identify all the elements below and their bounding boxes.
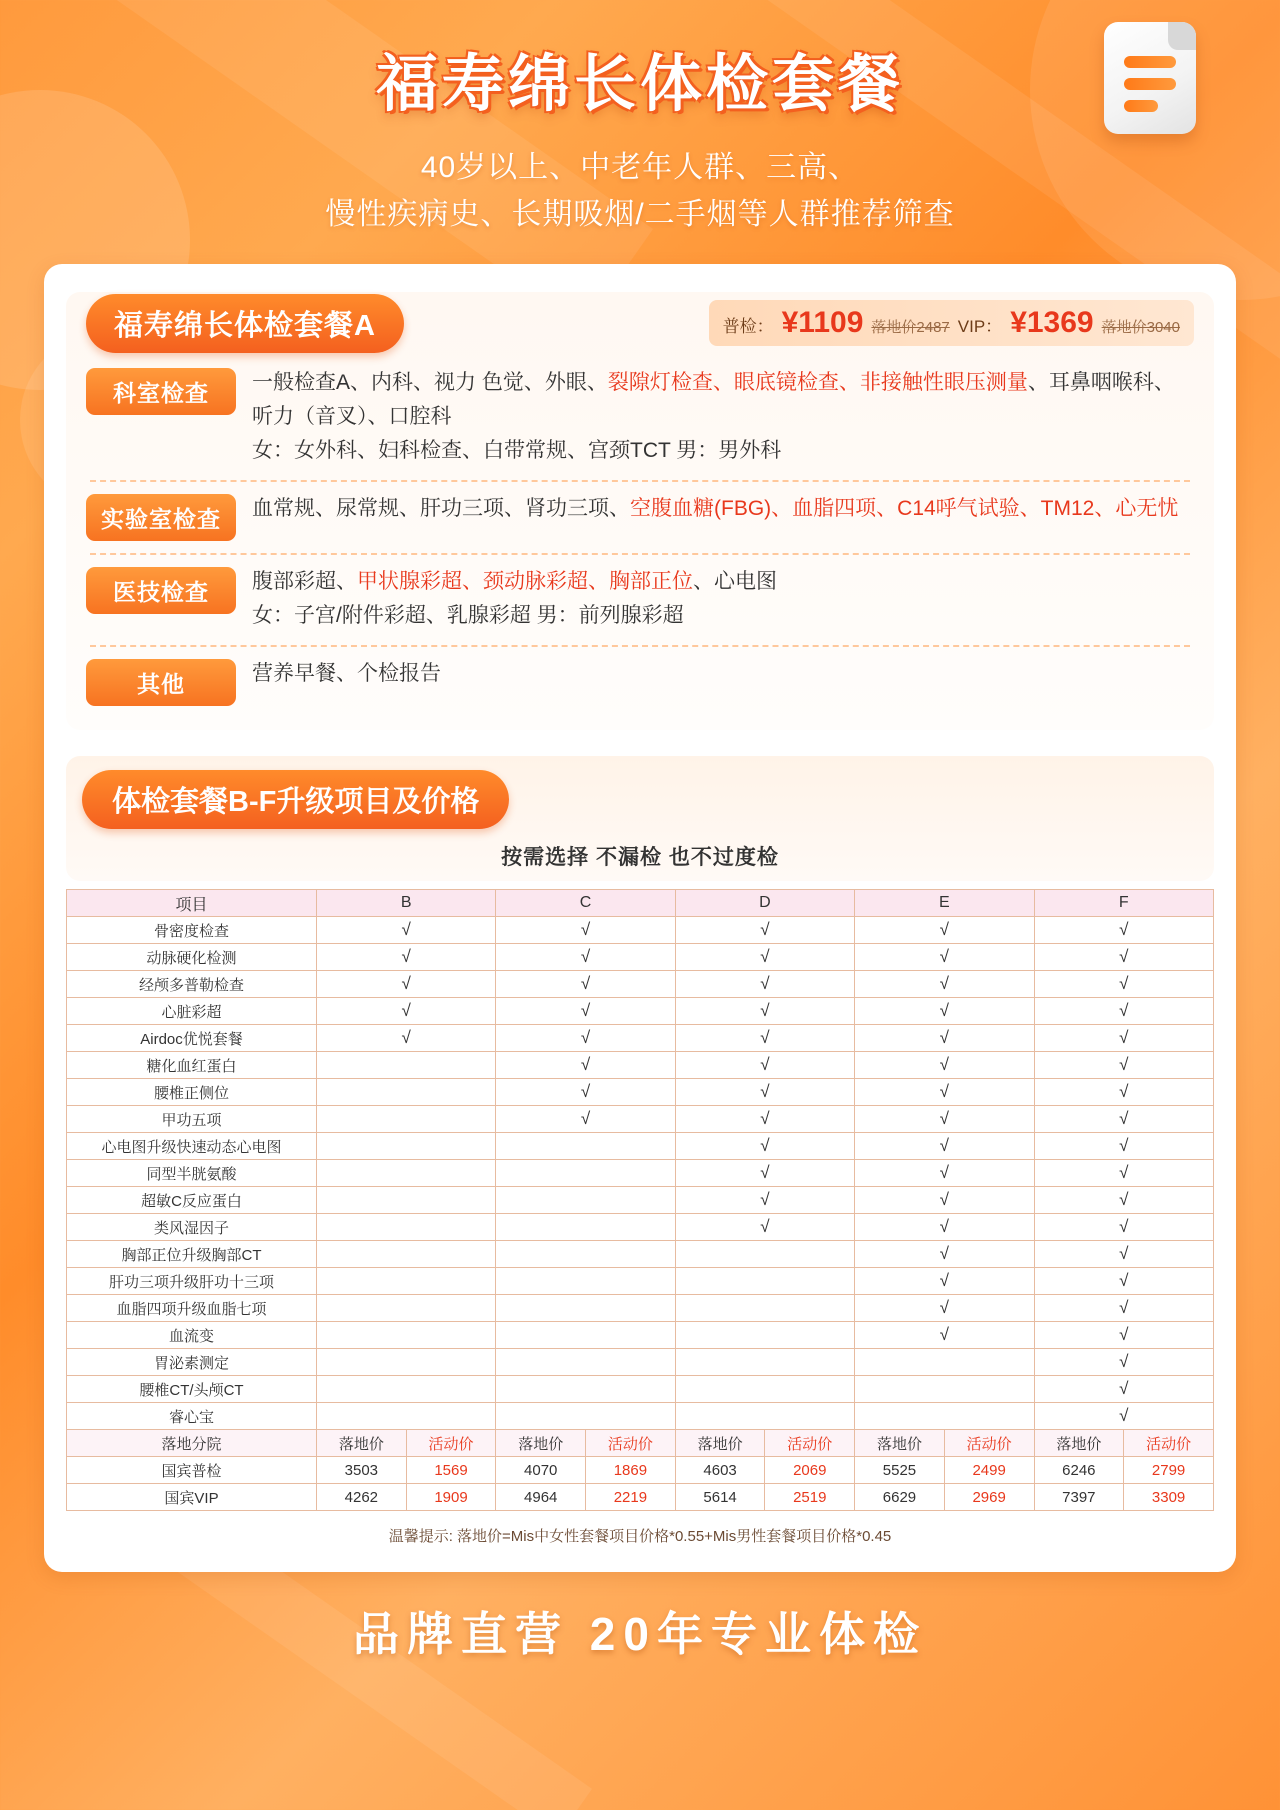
table-row: [67, 1079, 1214, 1106]
check-cell: [1034, 1160, 1214, 1187]
check-icon: √: [760, 1190, 770, 1210]
empty-cell: [317, 1322, 496, 1349]
package-row-items: [252, 492, 1194, 526]
check-cell: [675, 1079, 854, 1106]
package-a-header: [66, 292, 1214, 354]
check-icon: √: [1119, 1055, 1129, 1075]
check-icon: √: [580, 1055, 591, 1075]
check-cell: [496, 1025, 675, 1052]
check-cell: [855, 1268, 1034, 1295]
check-icon: √: [939, 1217, 949, 1237]
check-icon: √: [1119, 1082, 1129, 1102]
price-landing-value: 6629: [855, 1484, 945, 1511]
plain-text: 、心电图: [693, 570, 777, 594]
check-cell: [855, 1214, 1034, 1241]
empty-cell: [496, 1241, 675, 1268]
row-item-label: 骨密度检查: [67, 917, 317, 944]
check-cell: [855, 1322, 1034, 1349]
table-row: [67, 998, 1214, 1025]
check-icon: √: [760, 1136, 770, 1156]
check-icon: √: [939, 1001, 949, 1021]
check-icon: √: [1119, 1001, 1129, 1021]
check-cell: [317, 971, 496, 998]
empty-cell: [317, 1160, 496, 1187]
check-cell: [675, 1106, 854, 1133]
package-row-body: [252, 366, 1194, 468]
check-icon: √: [580, 1001, 591, 1021]
plain-text: 、耳鼻咽喉科、听力（音叉）、口腔科: [252, 371, 1175, 429]
check-icon: √: [1119, 1217, 1129, 1237]
price-header-promo: 活动价: [944, 1430, 1034, 1457]
table-row: [67, 1349, 1214, 1376]
empty-cell: [675, 1349, 854, 1376]
empty-cell: [317, 1403, 496, 1430]
check-cell: [1034, 1322, 1214, 1349]
table-header-row: [67, 890, 1214, 917]
document-icon-fold: [1168, 22, 1196, 50]
row-item-label: 心电图升级快速动态心电图: [67, 1133, 317, 1160]
check-cell: [1034, 1295, 1214, 1322]
check-icon: √: [401, 920, 411, 940]
check-icon: √: [760, 947, 770, 967]
price-header-promo: 活动价: [586, 1430, 676, 1457]
check-icon: √: [939, 1325, 949, 1345]
check-icon: √: [760, 1163, 770, 1183]
check-icon: √: [1119, 974, 1129, 994]
poster-footer: [0, 1598, 1280, 1664]
poster-header: [0, 0, 1280, 238]
price-promo-value: 2799: [1124, 1457, 1214, 1484]
page-title: 福寿绵长体检套餐: [375, 50, 904, 119]
check-cell: [1034, 1025, 1214, 1052]
check-cell: [855, 1187, 1034, 1214]
check-cell: [1034, 1349, 1214, 1376]
price-promo-value: 2969: [944, 1484, 1034, 1511]
check-cell: [1034, 1403, 1214, 1430]
check-cell: [1034, 1052, 1214, 1079]
price-landing-value: 4070: [496, 1457, 586, 1484]
check-cell: [496, 971, 675, 998]
package-a-rows: [66, 354, 1214, 714]
check-icon: √: [1119, 1028, 1129, 1048]
package-a-section: [66, 292, 1214, 730]
price-normal-strike: 落地价2487: [871, 319, 950, 336]
empty-cell: [317, 1376, 496, 1403]
check-cell: [1034, 944, 1214, 971]
check-cell: [855, 1025, 1034, 1052]
package-row: [86, 555, 1194, 641]
column-header-d: D: [675, 890, 854, 917]
package-row: [86, 647, 1194, 714]
check-icon: √: [760, 1109, 770, 1129]
price-landing-value: 5525: [855, 1457, 945, 1484]
check-cell: [855, 1133, 1034, 1160]
package-row: [86, 356, 1194, 476]
price-promo-value: 2219: [586, 1484, 676, 1511]
check-icon: √: [1119, 1190, 1129, 1210]
package-row-items: [252, 657, 1194, 691]
row-item-label: 经颅多普勒检查: [67, 971, 317, 998]
price-header-landing: 落地价: [855, 1430, 945, 1457]
check-cell: [855, 1079, 1034, 1106]
check-icon: √: [939, 1055, 949, 1075]
check-cell: [496, 1052, 675, 1079]
row-item-label: 睿心宝: [67, 1403, 317, 1430]
price-header-promo: 活动价: [1124, 1430, 1214, 1457]
price-promo-value: 1909: [406, 1484, 496, 1511]
empty-cell: [855, 1349, 1034, 1376]
empty-cell: [496, 1349, 675, 1376]
column-header-e: E: [855, 890, 1034, 917]
check-icon: √: [939, 1271, 949, 1291]
price-row-label: 国宾普检: [67, 1457, 317, 1484]
empty-cell: [317, 1187, 496, 1214]
plain-text: 腹部彩超、: [252, 570, 357, 594]
check-cell: [1034, 1133, 1214, 1160]
check-cell: [1034, 998, 1214, 1025]
price-header-row: [67, 1430, 1214, 1457]
price-landing-value: 7397: [1034, 1484, 1124, 1511]
check-icon: √: [760, 974, 770, 994]
empty-cell: [317, 1052, 496, 1079]
package-row-gender-items: 女：女外科、妇科检查、白带常规、宫颈TCT 男：男外科: [252, 439, 782, 463]
price-vip-value: ¥1369: [1010, 306, 1094, 339]
check-cell: [675, 917, 854, 944]
empty-cell: [317, 1106, 496, 1133]
row-item-label: 动脉硬化检测: [67, 944, 317, 971]
column-header-c: C: [496, 890, 675, 917]
check-cell: [675, 971, 854, 998]
price-vip-strike: 落地价3040: [1101, 319, 1180, 336]
table-row: [67, 1214, 1214, 1241]
empty-cell: [855, 1403, 1034, 1430]
plain-text: 一般检查A、内科、视力 色觉、外眼、: [252, 371, 608, 394]
check-cell: [1034, 1241, 1214, 1268]
column-header-item: 项目: [67, 890, 317, 917]
table-row: [67, 1295, 1214, 1322]
check-cell: [317, 1025, 496, 1052]
column-header-b: B: [317, 890, 496, 917]
package-row-items: [252, 366, 1194, 434]
check-icon: √: [580, 1109, 591, 1129]
table-row: [67, 1241, 1214, 1268]
table-row: [67, 1106, 1214, 1133]
check-icon: √: [580, 974, 591, 994]
price-header-landing: 落地价: [496, 1430, 586, 1457]
empty-cell: [317, 1349, 496, 1376]
package-row-tag: 实验室检查: [86, 494, 236, 541]
table-row: [67, 1322, 1214, 1349]
check-cell: [855, 971, 1034, 998]
check-cell: [496, 1106, 675, 1133]
package-a-price: [709, 300, 1194, 346]
highlight-text: 裂隙灯检查、眼底镜检查、非接触性眼压测量: [607, 371, 1028, 394]
package-row: [86, 482, 1194, 549]
package-row-items: [252, 565, 1194, 599]
package-row-tag: 其他: [86, 659, 236, 706]
empty-cell: [317, 1241, 496, 1268]
check-icon: √: [1119, 1298, 1129, 1318]
check-icon: √: [1119, 1352, 1129, 1372]
plain-text: 血常规、尿常规、肝功三项、肾功三项、: [252, 497, 630, 521]
upgrade-title: 体检套餐B-F升级项目及价格: [82, 770, 509, 829]
upgrade-table-head: [67, 890, 1214, 917]
empty-cell: [496, 1133, 675, 1160]
price-row-label: 国宾VIP: [67, 1484, 317, 1511]
check-cell: [855, 944, 1034, 971]
row-item-label: 胃泌素测定: [67, 1349, 317, 1376]
check-icon: √: [760, 1082, 770, 1102]
table-row: [67, 1160, 1214, 1187]
table-row: [67, 1052, 1214, 1079]
empty-cell: [675, 1322, 854, 1349]
table-row: [67, 1403, 1214, 1430]
row-item-label: Airdoc优悦套餐: [67, 1025, 317, 1052]
price-vip-label: VIP：: [957, 317, 1003, 336]
package-row-gender-items: 女：子宫/附件彩超、乳腺彩超 男：前列腺彩超: [252, 604, 684, 628]
check-icon: √: [1119, 1244, 1129, 1264]
table-row: [67, 1376, 1214, 1403]
row-item-label: 糖化血红蛋白: [67, 1052, 317, 1079]
highlight-text: 空腹血糖(FBG)、血脂四项、C14呼气试验、TM12、心无忧: [630, 497, 1179, 521]
row-item-label: 心脏彩超: [67, 998, 317, 1025]
table-row: [67, 944, 1214, 971]
empty-cell: [317, 1214, 496, 1241]
check-cell: [675, 944, 854, 971]
check-cell: [1034, 917, 1214, 944]
check-icon: √: [1119, 1136, 1129, 1156]
empty-cell: [496, 1295, 675, 1322]
check-icon: √: [1119, 920, 1129, 940]
price-header-landing: 落地价: [675, 1430, 765, 1457]
package-row-body: [252, 565, 1194, 633]
price-promo-value: 1569: [406, 1457, 496, 1484]
check-cell: [1034, 971, 1214, 998]
price-header-landing: 落地价: [1034, 1430, 1124, 1457]
check-cell: [675, 1025, 854, 1052]
price-promo-value: 2519: [765, 1484, 855, 1511]
row-item-label: 腰椎CT/头颅CT: [67, 1376, 317, 1403]
package-row-body: [252, 657, 1194, 691]
subtitle-line-2: 慢性疾病史、长期吸烟/二手烟等人群推荐筛查: [325, 197, 955, 231]
empty-cell: [496, 1160, 675, 1187]
price-promo-value: 2069: [765, 1457, 855, 1484]
price-header-promo: 活动价: [765, 1430, 855, 1457]
check-icon: √: [1119, 1109, 1129, 1129]
check-cell: [855, 917, 1034, 944]
check-cell: [855, 998, 1034, 1025]
row-item-label: 甲功五项: [67, 1106, 317, 1133]
check-icon: √: [939, 1298, 949, 1318]
empty-cell: [675, 1268, 854, 1295]
check-cell: [675, 1052, 854, 1079]
check-cell: [675, 1160, 854, 1187]
check-icon: √: [1119, 947, 1129, 967]
footer-slogan: 品牌直营 20年专业体检: [353, 1608, 927, 1661]
row-item-label: 同型半胱氨酸: [67, 1160, 317, 1187]
price-normal-value: ¥1109: [781, 306, 864, 339]
subtitle-line-1: 40岁以上、中老年人群、三高、: [420, 151, 860, 184]
check-cell: [1034, 1268, 1214, 1295]
check-icon: √: [580, 947, 591, 967]
price-header-label: 落地分院: [67, 1430, 317, 1457]
check-cell: [855, 1106, 1034, 1133]
page-subtitle: [0, 145, 1280, 238]
check-cell: [855, 1052, 1034, 1079]
upgrade-subtitle: 按需选择 不漏检 也不过度检: [501, 846, 779, 870]
check-icon: √: [401, 974, 411, 994]
price-normal-label: 普检：: [722, 317, 774, 336]
check-icon: √: [760, 920, 770, 940]
row-item-label: 类风湿因子: [67, 1214, 317, 1241]
row-item-label: 超敏C反应蛋白: [67, 1187, 317, 1214]
empty-cell: [675, 1241, 854, 1268]
table-note: 温馨提示: 落地价=Mis中女性套餐项目价格*0.55+Mis男性套餐项目价格*0.45: [388, 1528, 892, 1546]
check-icon: √: [939, 920, 949, 940]
upgrade-table-body: [67, 917, 1214, 1511]
upgrade-table: [66, 889, 1214, 1511]
check-cell: [1034, 1106, 1214, 1133]
package-row-tag: 科室检查: [86, 368, 236, 415]
check-icon: √: [760, 1217, 770, 1237]
check-icon: √: [401, 1028, 411, 1048]
row-item-label: 血脂四项升级血脂七项: [67, 1295, 317, 1322]
price-header-landing: 落地价: [317, 1430, 407, 1457]
table-row: [67, 1133, 1214, 1160]
check-cell: [1034, 1187, 1214, 1214]
check-icon: √: [760, 1028, 770, 1048]
check-cell: [675, 998, 854, 1025]
price-row: [67, 1484, 1214, 1511]
empty-cell: [317, 1268, 496, 1295]
check-icon: √: [939, 1136, 949, 1156]
check-cell: [1034, 1079, 1214, 1106]
empty-cell: [675, 1376, 854, 1403]
plain-text: 营养早餐、个检报告: [252, 662, 441, 686]
check-icon: √: [401, 947, 411, 967]
check-icon: √: [580, 920, 591, 940]
check-icon: √: [1119, 1163, 1129, 1183]
column-header-f: F: [1034, 890, 1214, 917]
empty-cell: [317, 1079, 496, 1106]
content-card: [44, 264, 1236, 1572]
check-icon: √: [939, 974, 949, 994]
table-row: [67, 1187, 1214, 1214]
empty-cell: [496, 1322, 675, 1349]
check-cell: [675, 1214, 854, 1241]
check-cell: [675, 1133, 854, 1160]
row-item-label: 肝功三项升级肝功十三项: [67, 1268, 317, 1295]
check-icon: √: [939, 947, 949, 967]
check-icon: √: [760, 1001, 770, 1021]
empty-cell: [675, 1403, 854, 1430]
check-icon: √: [939, 1190, 949, 1210]
row-item-label: 血流变: [67, 1322, 317, 1349]
check-icon: √: [939, 1082, 949, 1102]
check-cell: [317, 944, 496, 971]
table-row: [67, 971, 1214, 998]
check-cell: [317, 998, 496, 1025]
empty-cell: [496, 1268, 675, 1295]
check-icon: √: [580, 1028, 591, 1048]
check-cell: [855, 1160, 1034, 1187]
empty-cell: [496, 1187, 675, 1214]
check-icon: √: [1119, 1379, 1129, 1399]
empty-cell: [317, 1133, 496, 1160]
check-icon: √: [939, 1028, 949, 1048]
check-icon: √: [939, 1244, 949, 1264]
document-icon-line: [1124, 78, 1176, 90]
price-landing-value: 5614: [675, 1484, 765, 1511]
empty-cell: [855, 1376, 1034, 1403]
document-icon: [1104, 22, 1196, 134]
check-icon: √: [1119, 1271, 1129, 1291]
empty-cell: [675, 1295, 854, 1322]
check-cell: [496, 1079, 675, 1106]
package-a-title: 福寿绵长体检套餐A: [86, 294, 404, 353]
package-row-body: [252, 492, 1194, 526]
empty-cell: [496, 1214, 675, 1241]
check-cell: [855, 1295, 1034, 1322]
price-landing-value: 6246: [1034, 1457, 1124, 1484]
package-row-tag: 医技检查: [86, 567, 236, 614]
check-cell: [496, 917, 675, 944]
check-cell: [1034, 1214, 1214, 1241]
price-header-promo: 活动价: [406, 1430, 496, 1457]
check-cell: [1034, 1376, 1214, 1403]
check-icon: √: [1119, 1325, 1129, 1345]
empty-cell: [317, 1295, 496, 1322]
check-icon: √: [580, 1082, 591, 1102]
table-row: [67, 1268, 1214, 1295]
row-item-label: 胸部正位升级胸部CT: [67, 1241, 317, 1268]
upgrade-section-header: [66, 756, 1214, 881]
check-cell: [675, 1187, 854, 1214]
price-row: [67, 1457, 1214, 1484]
price-landing-value: 3503: [317, 1457, 407, 1484]
check-icon: √: [760, 1055, 770, 1075]
table-row: [67, 917, 1214, 944]
price-landing-value: 4262: [317, 1484, 407, 1511]
check-cell: [496, 998, 675, 1025]
check-icon: √: [1119, 1406, 1129, 1426]
check-cell: [496, 944, 675, 971]
check-icon: √: [939, 1163, 949, 1183]
empty-cell: [496, 1376, 675, 1403]
check-cell: [317, 917, 496, 944]
document-icon-line: [1124, 100, 1158, 112]
table-row: [67, 1025, 1214, 1052]
price-landing-value: 4603: [675, 1457, 765, 1484]
check-icon: √: [401, 1001, 411, 1021]
price-promo-value: 3309: [1124, 1484, 1214, 1511]
row-item-label: 腰椎正侧位: [67, 1079, 317, 1106]
highlight-text: 甲状腺彩超、颈动脉彩超、胸部正位: [357, 570, 693, 594]
document-icon-line: [1124, 56, 1176, 68]
check-cell: [855, 1241, 1034, 1268]
price-landing-value: 4964: [496, 1484, 586, 1511]
price-promo-value: 2499: [944, 1457, 1034, 1484]
check-icon: √: [939, 1109, 949, 1129]
empty-cell: [496, 1403, 675, 1430]
price-promo-value: 1869: [586, 1457, 676, 1484]
